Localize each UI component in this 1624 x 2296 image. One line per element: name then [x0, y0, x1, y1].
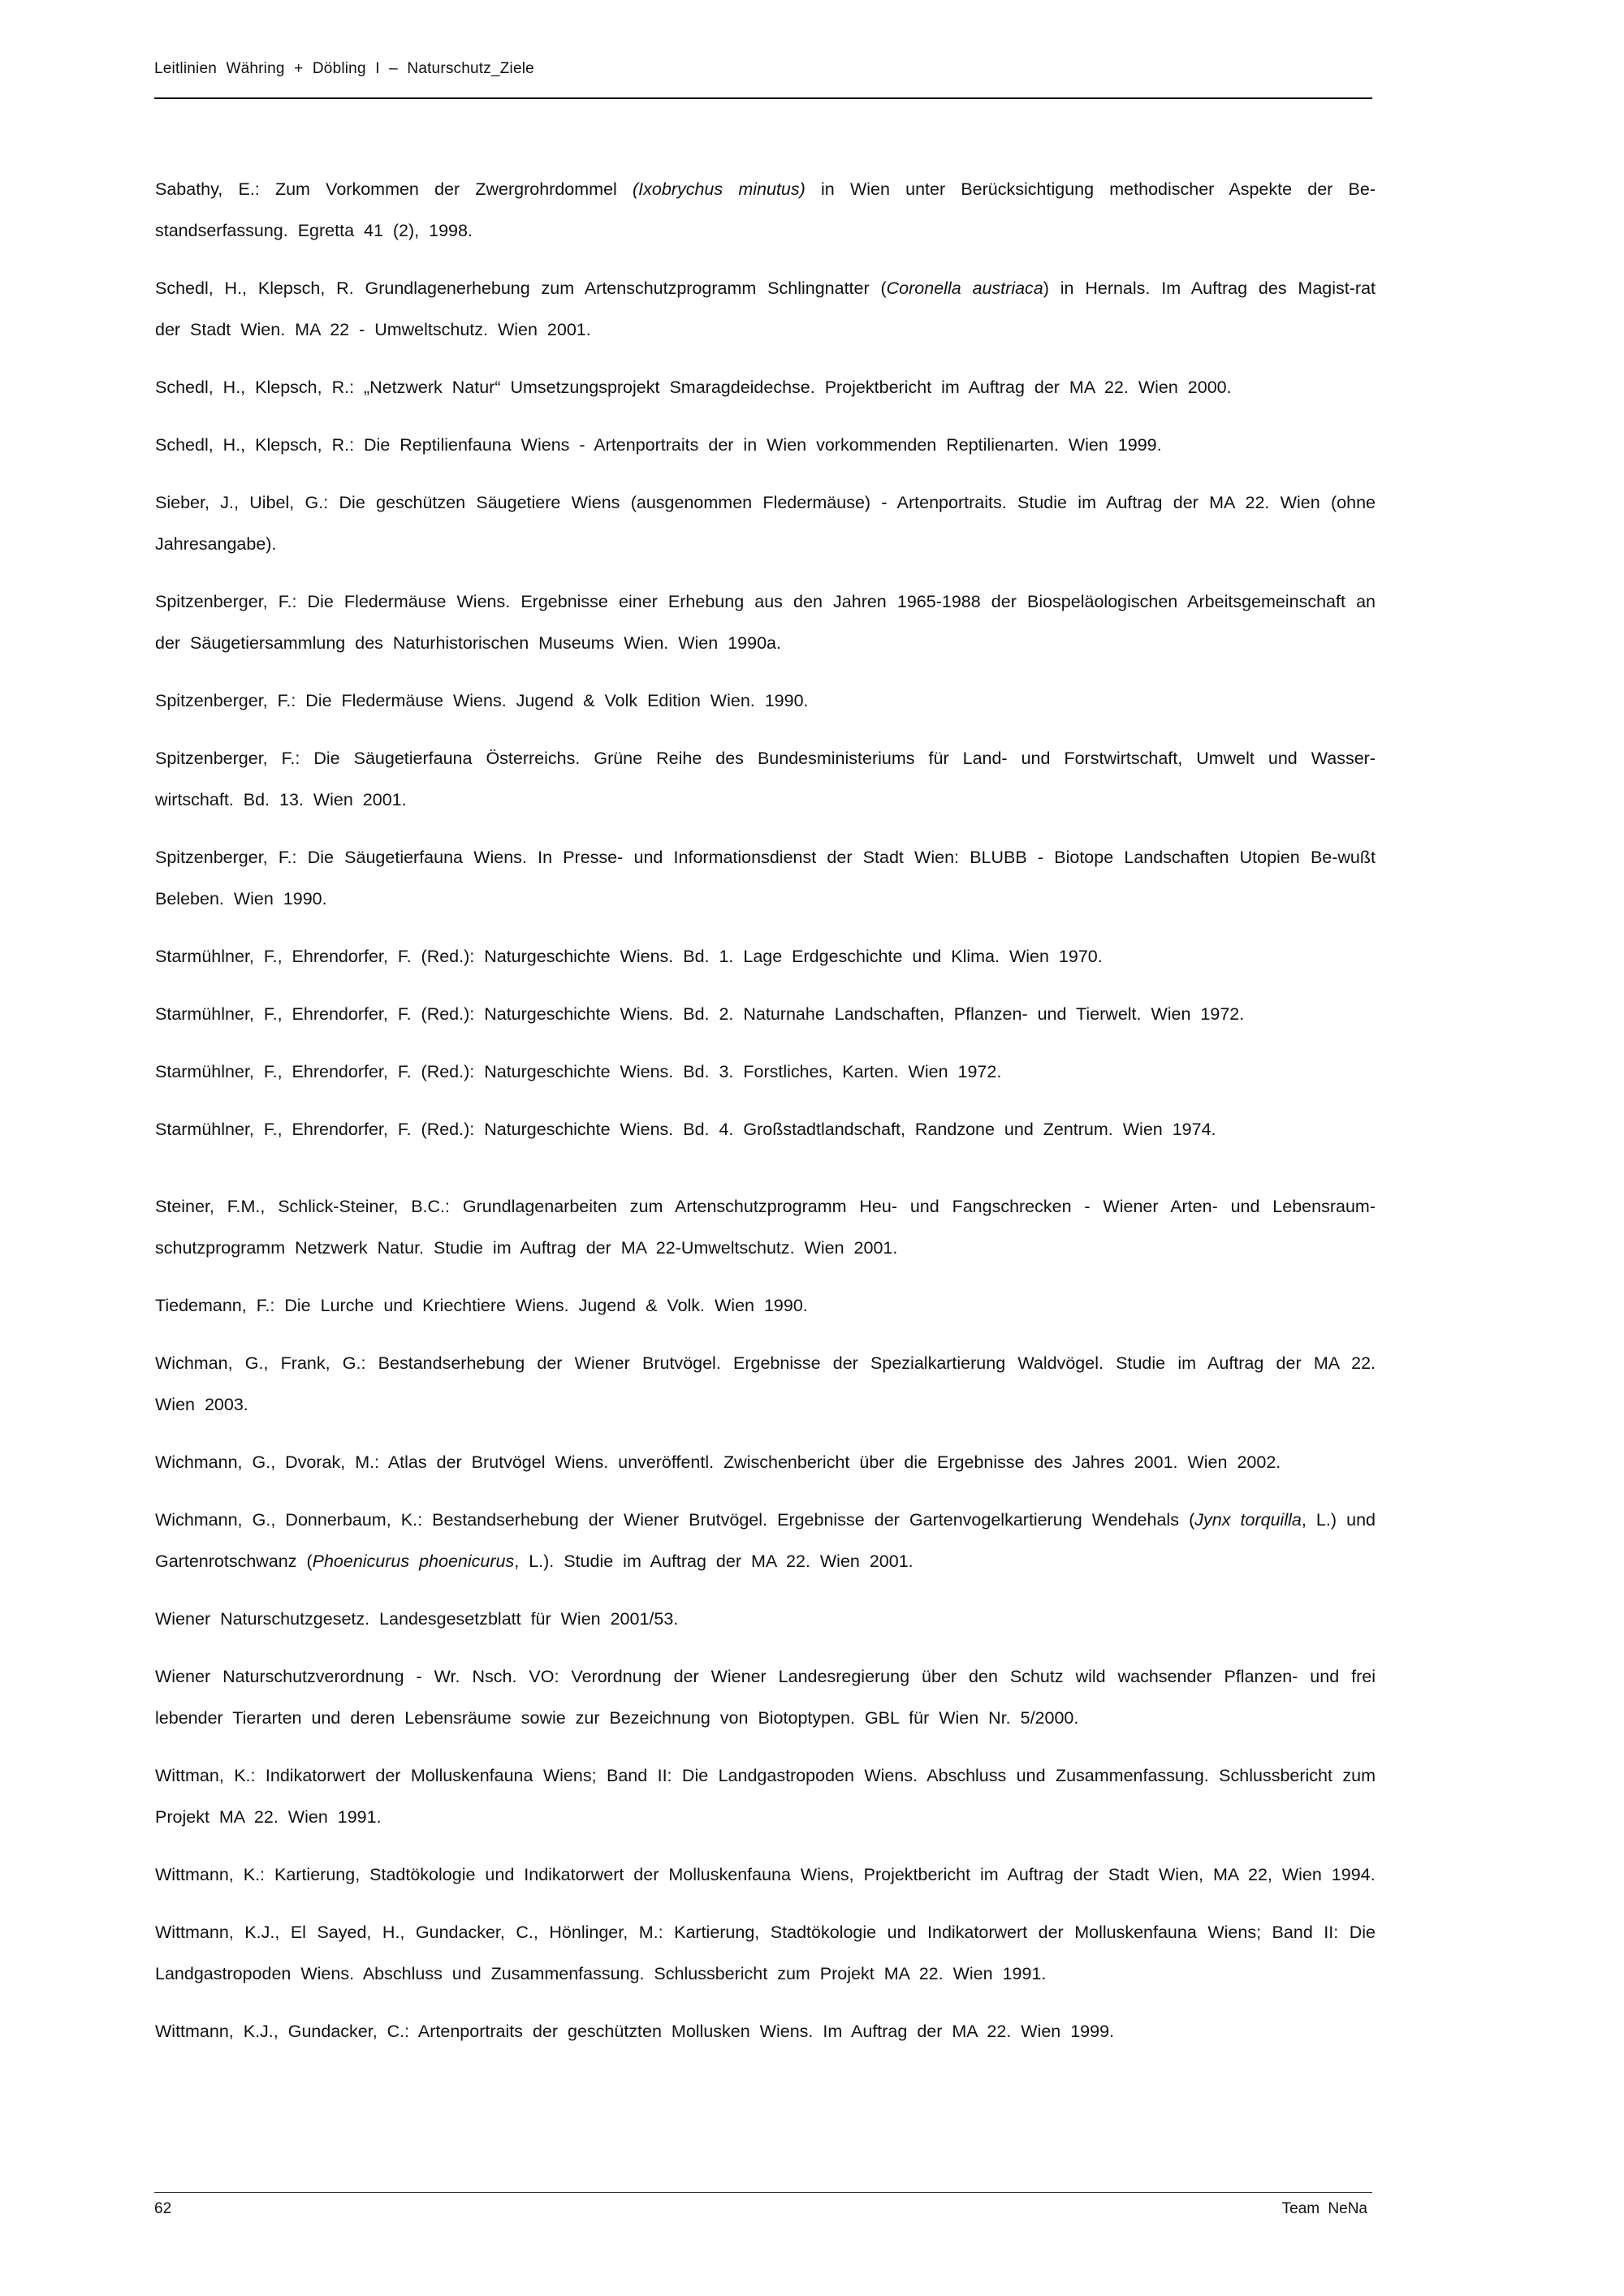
reference-entry: Spitzenberger, F.: Die Säugetierfauna Wiens. In Presse- und Informationsdienst der Stadt Wien: BLUBB - Biotope Landschaften Utopien Be-wußt Beleben. Wien 1990. — [155, 848, 1376, 908]
reference-entry: Starmühlner, F., Ehrendorfer, F. (Red.): Naturgeschichte Wiens. Bd. 1. Lage Erdgeschichte und Klima. Wien 1970. — [155, 947, 1103, 966]
reference-entry: Wiener Naturschutzgesetz. Landesgesetzblatt für Wien 2001/53. — [155, 1609, 679, 1629]
reference-list — [155, 169, 1376, 2069]
reference-entry: Wichman, G., Frank, G.: Bestandserhebung der Wiener Brutvögel. Ergebnisse der Spezialkartierung Waldvögel. Studie im Auftrag der MA 22. Wien 2003. — [155, 1353, 1376, 1414]
reference-entry: Tiedemann, F.: Die Lurche und Kriechtiere Wiens. Jugend & Volk. Wien 1990. — [155, 1296, 808, 1315]
reference-entry: Starmühlner, F., Ehrendorfer, F. (Red.): Naturgeschichte Wiens. Bd. 3. Forstliches, Karten. Wien 1972. — [155, 1062, 1002, 1081]
reference-entry: Wittman, K.: Indikatorwert der Molluskenfauna Wiens; Band II: Die Landgastropoden Wiens. Abschluss und Zusammenfassung. Schlussbericht zum Projekt MA 22. Wien 1991. — [155, 1766, 1376, 1827]
page-footer — [154, 2192, 1372, 2225]
footer-team: Team NeNa — [1281, 2200, 1367, 2217]
header-title: Leitlinien Währing + Döbling I – Naturschutz_Ziele — [154, 60, 534, 77]
reference-entry: Schedl, H., Klepsch, R.: „Netzwerk Natur“ Umsetzungsprojekt Smaragdeidechse. Projektbericht im Auftrag der MA 22. Wien 2000. — [155, 378, 1232, 397]
reference-entry: Spitzenberger, F.: Die Fledermäuse Wiens. Jugend & Volk Edition Wien. 1990. — [155, 691, 809, 710]
reference-entry: Wichmann, G., Dvorak, M.: Atlas der Brutvögel Wiens. unveröffentl. Zwischenbericht über die Ergebnisse des Jahres 2001. Wien 2002. — [155, 1452, 1281, 1472]
reference-entry: Wichmann, G., Donnerbaum, K.: Bestandserhebung der Wiener Brutvögel. Ergebnisse der Gartenvogelkartierung Wendehals (Jynx torquilla, L.) und Gartenrotschwanz (Phoenicurus phoenicurus, L.). Studie im Auftrag der MA 22. Wien 2001. — [155, 1510, 1376, 1571]
reference-entry: Schedl, H., Klepsch, R.: Die Reptilienfauna Wiens - Artenportraits der in Wien vorkommenden Reptilienarten. Wien 1999. — [155, 435, 1162, 455]
page-number: 62 — [154, 2200, 172, 2217]
reference-entry: Wittmann, K.: Kartierung, Stadtökologie und Indikatorwert der Molluskenfauna Wiens, Projektbericht im Auftrag der Stadt Wien, MA 22, Wien 1994. — [155, 1865, 1376, 1884]
reference-entry: Schedl, H., Klepsch, R. Grundlagenerhebung zum Artenschutzprogramm Schlingnatter (Coronella austriaca) in Hernals. Im Auftrag des Magist-rat der Stadt Wien. MA 22 - Umweltschutz. Wien 2001. — [155, 278, 1376, 339]
reference-entry: Starmühlner, F., Ehrendorfer, F. (Red.): Naturgeschichte Wiens. Bd. 4. Großstadtlandschaft, Randzone und Zentrum. Wien 1974. — [155, 1120, 1216, 1139]
reference-entry: Starmühlner, F., Ehrendorfer, F. (Red.): Naturgeschichte Wiens. Bd. 2. Naturnahe Landschaften, Pflanzen- und Tierwelt. Wien 1972. — [155, 1004, 1245, 1024]
reference-entry: Wittmann, K.J., Gundacker, C.: Artenportraits der geschützten Mollusken Wiens. Im Auftrag der MA 22. Wien 1999. — [155, 2022, 1115, 2041]
page-header — [154, 50, 1372, 99]
reference-entry: Sabathy, E.: Zum Vorkommen der Zwergrohrdommel (Ixobrychus minutus) in Wien unter Berücksichtigung methodischer Aspekte der Be-standserfassung. Egretta 41 (2), 1998. — [155, 179, 1376, 240]
footer-rule — [154, 2192, 1372, 2193]
reference-entry: Wittmann, K.J., El Sayed, H., Gundacker, C., Hönlinger, M.: Kartierung, Stadtökologie und Indikatorwert der Molluskenfauna Wiens; Band II: Die Landgastropoden Wiens. Abschluss und Zusammenfassung. Schlussbericht zum Projekt MA 22. Wien 1991. — [155, 1923, 1376, 1983]
reference-entry: Wiener Naturschutzverordnung - Wr. Nsch. VO: Verordnung der Wiener Landesregierung über den Schutz wild wachsender Pflanzen- und frei lebender Tierarten und deren Lebensräume sowie zur Bezeichnung von Biotoptypen. GBL für Wien Nr. 5/2000. — [155, 1667, 1376, 1728]
reference-entry: Spitzenberger, F.: Die Säugetierfauna Österreichs. Grüne Reihe des Bundesministeriums für Land- und Forstwirtschaft, Umwelt und Wasser-wirtschaft. Bd. 13. Wien 2001. — [155, 749, 1376, 809]
header-rule — [154, 97, 1372, 99]
reference-entry: Sieber, J., Uibel, G.: Die geschützen Säugetiere Wiens (ausgenommen Fledermäuse) - Artenportraits. Studie im Auftrag der MA 22. Wien (ohne Jahresangabe). — [155, 493, 1376, 554]
reference-entry: Steiner, F.M., Schlick-Steiner, B.C.: Grundlagenarbeiten zum Artenschutzprogramm Heu- und Fangschrecken - Wiener Arten- und Lebensraum-schutzprogramm Netzwerk Natur. Studie im Auftrag der MA 22-Umweltschutz. Wien 2001. — [155, 1197, 1376, 1258]
reference-entry: Spitzenberger, F.: Die Fledermäuse Wiens. Ergebnisse einer Erhebung aus den Jahren 1965-1988 der Biospeläologischen Arbeitsgemeinschaft an der Säugetiersammlung des Naturhistorischen Museums Wien. Wien 1990a. — [155, 592, 1376, 653]
